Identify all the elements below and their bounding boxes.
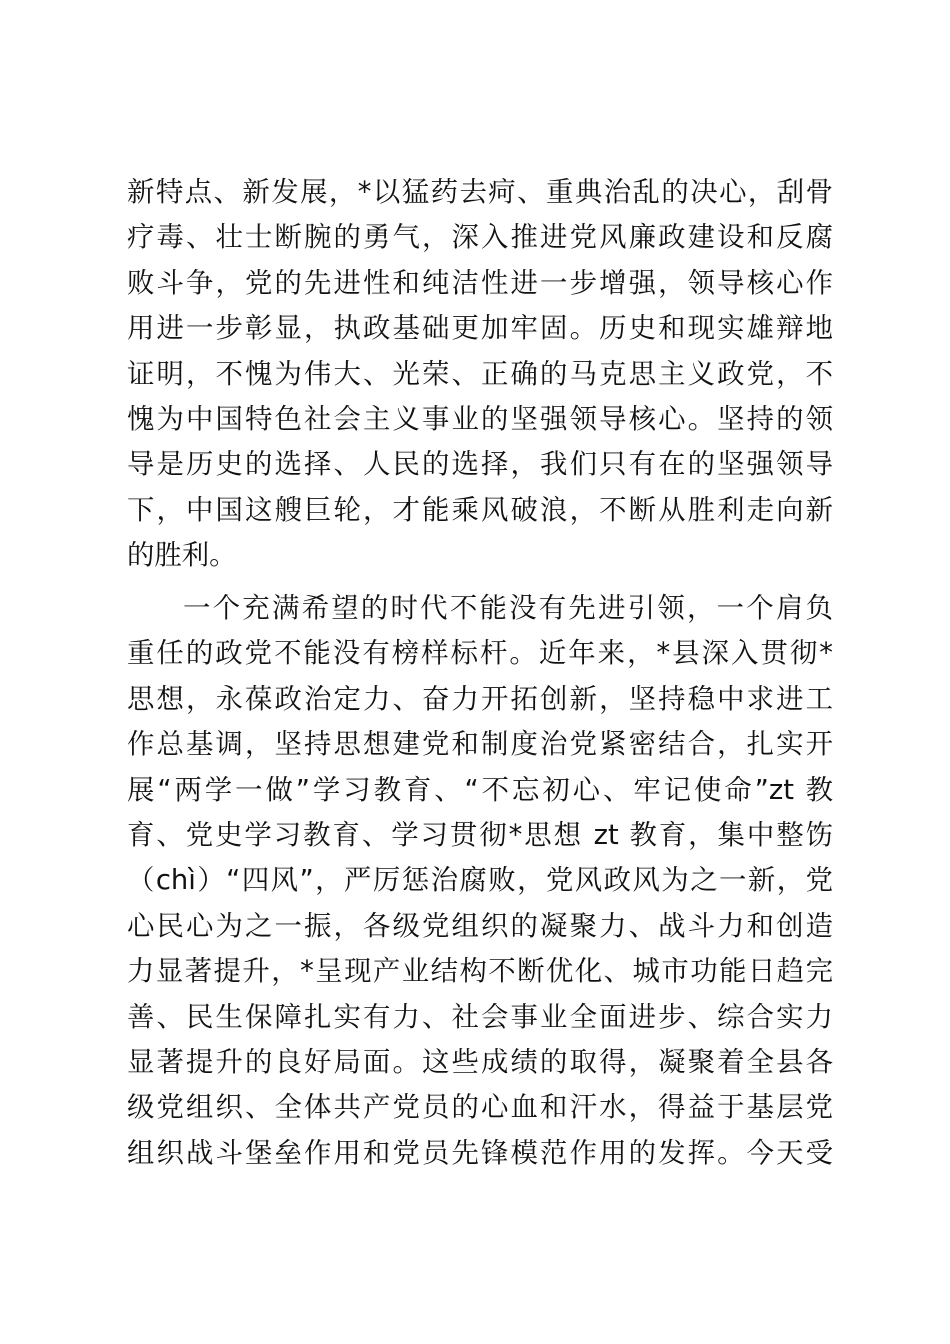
text-line: 作总基调，坚持思想建党和制度治党紧密结合，扎实开: [127, 729, 833, 761]
text-line: 疗毒、壮士断腕的勇气，深入推进党风廉政建设和反腐: [127, 222, 833, 254]
text-line: 善、民生保障扎实有力、社会事业全面进步、综合实力: [127, 1001, 833, 1033]
text-line: 一个充满希望的时代不能没有先进引领，一个肩负: [183, 593, 833, 624]
text-line: 新特点、新发展，*以猛药去疴、重典治乱的决心，刮骨: [127, 177, 833, 208]
text-line: 下，中国这艘巨轮，才能乘风破浪，不断从胜利走向新: [127, 494, 833, 526]
text-line: 证明，不愧为伟大、光荣、正确的马克思主义政党，不: [127, 358, 833, 390]
text-line: 展“两学一做”学习教育、“不忘初心、牢记使命”zt 教: [127, 774, 833, 806]
text-line: 导是历史的选择、人民的选择，我们只有在的坚强领导: [127, 449, 833, 481]
text-line: （chì）“四风”，严厉惩治腐败，党风政风为之一新，党: [127, 865, 833, 897]
text-line: 的胜利。: [127, 540, 237, 572]
text-line: 心民心为之一振，各级党组织的凝聚力、战斗力和创造: [127, 910, 833, 942]
text-line: 愧为中国特色社会主义事业的坚强领导核心。坚持的领: [127, 403, 833, 435]
text-line: 败斗争，党的先进性和纯洁性进一步增强，领导核心作: [127, 267, 833, 299]
text-line: 用进一步彰显，执政基础更加牢固。历史和现实雄辩地: [127, 313, 833, 345]
text-line: 思想，永葆政治定力、奋力开拓创新，坚持稳中求进工: [127, 683, 833, 715]
text-line: 级党组织、全体共产党员的心血和汗水，得益于基层党: [127, 1092, 833, 1124]
text-line: 重任的政党不能没有榜样标杆。近年来，*县深入贯彻*: [127, 638, 833, 670]
text-line: 显著提升的良好局面。这些成绩的取得，凝聚着全县各: [127, 1046, 833, 1078]
text-line: 组织战斗堡垒作用和党员先锋模范作用的发挥。今天受: [127, 1137, 833, 1169]
paragraph: [127, 586, 833, 1176]
text-line: 力显著提升，*呈现产业结构不断优化、城市功能日趋完: [127, 956, 833, 988]
text-line: 育、党史学习教育、学习贯彻*思想 zt 教育，集中整饬: [127, 819, 833, 851]
paragraph: [127, 170, 833, 579]
